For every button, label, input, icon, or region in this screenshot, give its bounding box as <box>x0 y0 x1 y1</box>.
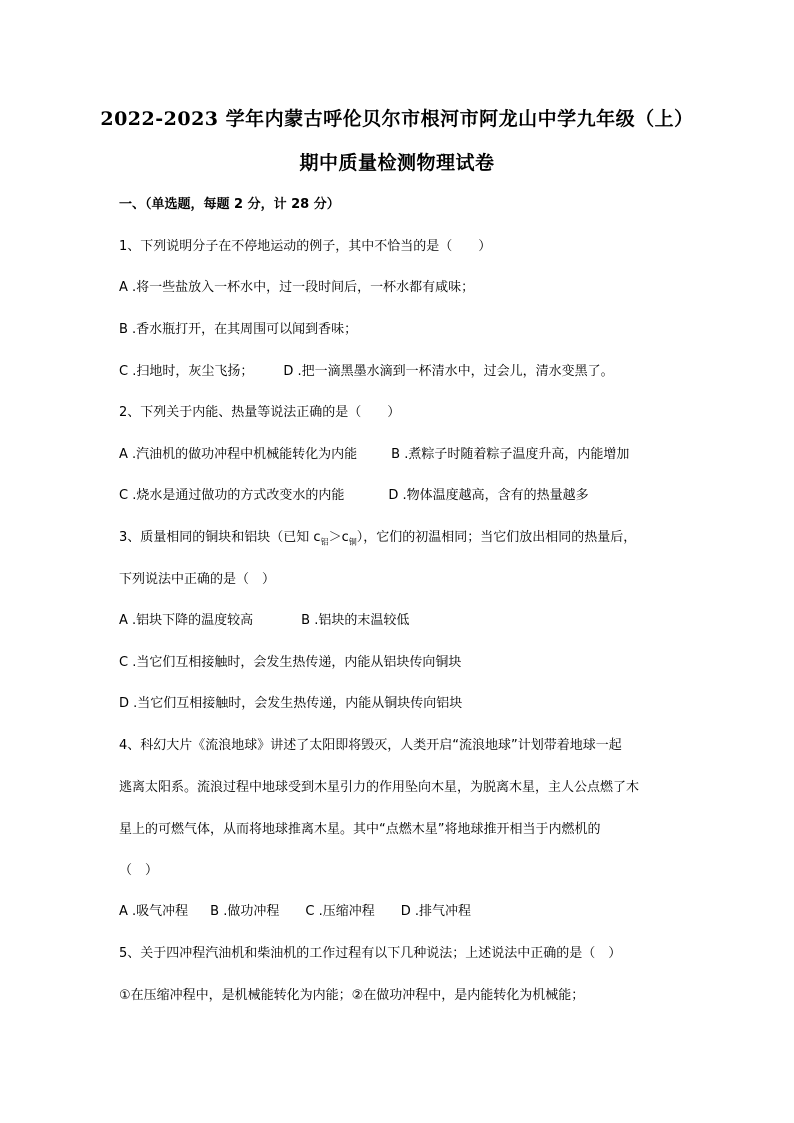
q4-line3: 星上的可燃气体，从而将地球推离木星。其中“点燃木星”将地球推开相当于内燃机的 <box>119 822 601 837</box>
section-heading: 一、（单选题，每题 2 分，计 28 分） <box>119 197 340 212</box>
q4-line1: 4、科幻大片《流浪地球》讲述了太阳即将毁灭，人类开启“流浪地球”计划带着地球一起 <box>119 738 622 753</box>
exam-title-line1: 2022-2023 学年内蒙古呼伦贝尔市根河市阿龙山中学九年级（上） <box>100 108 694 130</box>
q2-options-cd <box>119 484 589 503</box>
q3-stem <box>119 526 636 548</box>
q1-stem: 1、下列说明分子在不停地运动的例子，其中不恰当的是（ ） <box>119 239 492 254</box>
q1-option-c: C .扫地时，灰尘飞扬； <box>119 364 254 379</box>
q3-option-b: B .铝块的末温较低 <box>301 613 410 628</box>
q1-option-d: D .把一滴黑墨水滴到一杯清水中，过会儿，清水变黑了。 <box>283 364 614 379</box>
q5-line2: ①在压缩冲程中，是机械能转化为内能；②在做功冲程中，是内能转化为机械能； <box>119 988 585 1003</box>
q2-option-d: D .物体温度越高，含有的热量越多 <box>388 488 589 503</box>
q3-option-a: A .铝块下降的温度较高 <box>119 613 254 628</box>
q3-options-ab <box>119 609 409 628</box>
q2-stem: 2、下列关于内能、热量等说法正确的是（ ） <box>119 405 401 420</box>
q5-stem: 5、关于四冲程汽油机和柴油机的工作过程有以下几种说法；上述说法中正确的是（ ） <box>119 946 622 961</box>
q3-stem-post: ），它们的初温相同；当它们放出相同的热量后， <box>356 530 637 545</box>
q4-option-a: A .吸气冲程 <box>119 904 189 919</box>
q3-stem-mid: ＞c <box>328 530 349 545</box>
q4-line2: 逃离太阳系。流浪过程中地球受到木星引力的作用坠向木星，为脱离木星，主人公点燃了木 <box>119 780 640 795</box>
q2-options-ab <box>119 443 629 462</box>
q4-line4: （ ） <box>119 863 159 878</box>
q2-option-c: C .烧水是通过做功的方式改变水的内能 <box>119 488 345 503</box>
q4-option-c: C .压缩冲程 <box>305 904 375 919</box>
q4-options <box>119 900 471 919</box>
q3-option-d: D .当它们互相接触时，会发生热传递，内能从铜块传向铝块 <box>119 696 463 711</box>
exam-title-line2: 期中质量检测物理试卷 <box>299 152 495 174</box>
q3-stem2: 下列说法中正确的是（ ） <box>119 572 276 587</box>
q4-option-b: B .做功冲程 <box>210 904 280 919</box>
q1-options-cd <box>119 360 614 379</box>
q3-sub-cu: 铜 <box>348 537 357 547</box>
q1-option-a: A .将一些盐放入一杯水中，过一段时间后，一杯水都有咸味； <box>119 280 475 295</box>
q1-option-b: B .香水瓶打开，在其周围可以闻到香味； <box>119 322 358 337</box>
q3-stem-pre: 3、质量相同的铜块和铝块（已知 c <box>119 530 321 545</box>
q3-option-c: C .当它们互相接触时，会发生热传递，内能从铝块传向铜块 <box>119 655 462 670</box>
q3-sub-al: 铝 <box>320 537 329 547</box>
q4-option-d: D .排气冲程 <box>400 904 471 919</box>
q2-option-b: B .煮粽子时随着粽子温度升高，内能增加 <box>391 447 630 462</box>
q2-option-a: A .汽油机的做功冲程中机械能转化为内能 <box>119 447 358 462</box>
